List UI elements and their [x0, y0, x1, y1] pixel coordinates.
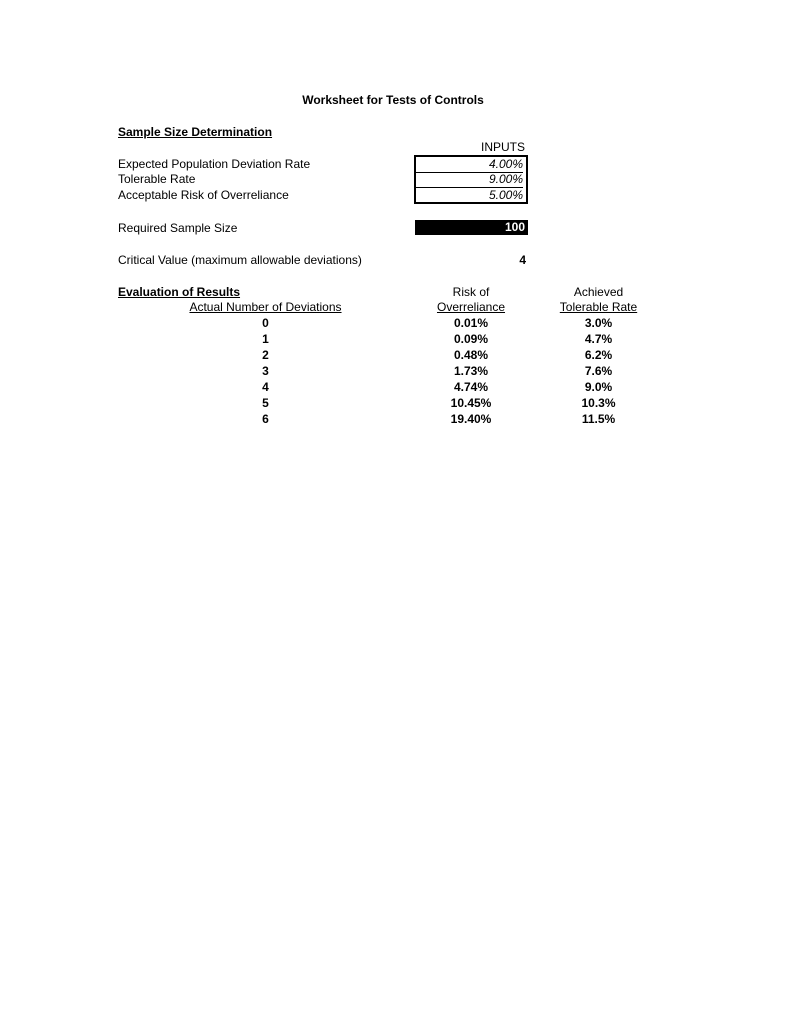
expected-deviation-rate-label: Expected Population Deviation Rate	[118, 157, 311, 171]
inputs-header: INPUTS	[480, 140, 525, 154]
risk-value: 1.73%	[453, 364, 489, 378]
deviations-column-header: Actual Number of Deviations	[189, 300, 342, 314]
evaluation-heading: Evaluation of Results	[118, 285, 241, 299]
achieved-rate: 9.0%	[584, 380, 613, 394]
risk-value: 4.74%	[453, 380, 489, 394]
deviation-count: 2	[262, 348, 269, 362]
table-row	[0, 396, 791, 412]
deviation-count: 4	[262, 380, 269, 394]
sample-size-heading: Sample Size Determination	[118, 125, 273, 139]
deviation-count: 1	[262, 332, 269, 346]
achieved-rate: 6.2%	[584, 348, 613, 362]
critical-value: 4	[519, 253, 526, 267]
risk-value: 0.48%	[453, 348, 489, 362]
deviation-count: 6	[262, 412, 269, 426]
deviation-count: 5	[262, 396, 269, 410]
required-sample-size-label: Required Sample Size	[118, 221, 238, 235]
achieved-rate: 10.3%	[581, 396, 616, 410]
critical-value-label: Critical Value (maximum allowable deviations)	[118, 253, 362, 267]
achieved-column-header-line2: Tolerable Rate	[559, 300, 638, 314]
tolerable-rate-label: Tolerable Rate	[118, 172, 196, 186]
expected-deviation-rate-input[interactable]: 4.00%	[416, 157, 523, 173]
risk-column-header-line2: Overreliance	[436, 300, 506, 314]
table-row	[0, 412, 791, 428]
evaluation-table	[0, 316, 791, 428]
achieved-rate: 7.6%	[584, 364, 613, 378]
table-row	[0, 316, 791, 332]
table-row	[0, 348, 791, 364]
risk-of-overreliance-input[interactable]: 5.00%	[488, 188, 523, 202]
risk-value: 0.09%	[453, 332, 489, 346]
risk-value: 10.45%	[450, 396, 492, 410]
risk-column-header-line1: Risk of	[452, 285, 490, 299]
required-sample-size-value	[415, 220, 528, 235]
achieved-rate: 3.0%	[584, 316, 613, 330]
achieved-rate: 4.7%	[584, 332, 613, 346]
required-sample-size-number: 100	[504, 220, 525, 234]
table-row	[0, 364, 791, 380]
inputs-box	[414, 155, 528, 204]
risk-value: 0.01%	[453, 316, 489, 330]
achieved-column-header-line1: Achieved	[573, 285, 624, 299]
table-row	[0, 332, 791, 348]
deviation-count: 0	[262, 316, 269, 330]
table-row	[0, 380, 791, 396]
worksheet-title: Worksheet for Tests of Controls	[302, 93, 484, 107]
achieved-rate: 11.5%	[581, 412, 616, 426]
tolerable-rate-input[interactable]: 9.00%	[416, 172, 523, 188]
deviation-count: 3	[262, 364, 269, 378]
risk-of-overreliance-label: Acceptable Risk of Overreliance	[118, 188, 289, 202]
risk-value: 19.40%	[450, 412, 492, 426]
